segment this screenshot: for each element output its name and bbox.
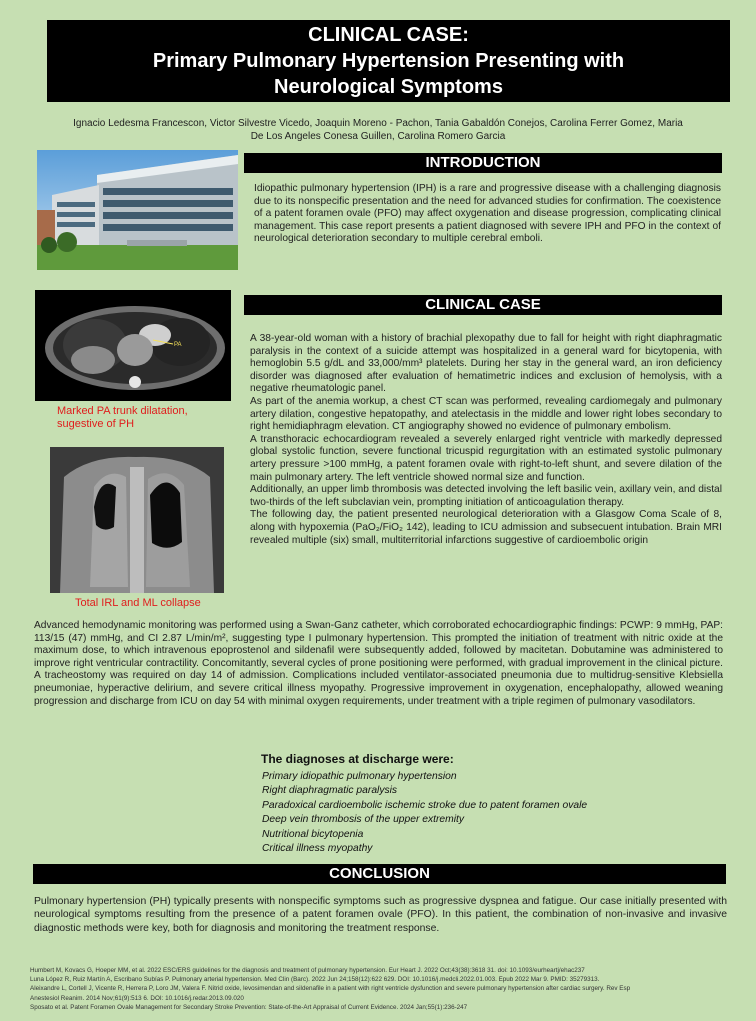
reference-item: Sposato et al. Patent Foramen Ovale Management for Secondary Stroke Prevention: State-of-the-Art Appraisal of Current Evidence. 2024 Jan;55(1):236-247 — [30, 1003, 468, 1011]
title-line-3: Neurological Symptoms — [274, 76, 503, 98]
introduction-heading: INTRODUCTION — [244, 153, 722, 173]
coronal-ct-image — [50, 447, 224, 593]
clinical-paragraph-4: Additionally, an upper limb thrombosis was detected involving the left basilic vein, axillary vein, and distal two-thirds of the left subclavian vein, prompting initiation of anticoagulation therapy. — [250, 484, 722, 508]
reference-item: Aleixandre L, Cortell J, Vicente R, Herrera P, Loro JM, Valera F. Nitrid oxide, levosimendan and sildenafile in a patient with right ventricle dysfunction and severe pulmonary hypertension after cardiac surgery. Rev Esp — [30, 985, 631, 993]
chest-ct-image — [35, 290, 231, 401]
title-line-1: CLINICAL CASE: — [308, 24, 469, 46]
reference-item: Humbert M, Kovacs G, Hoeper MM, et al. 2022 ESC/ERS guidelines for the diagnosis and treatment of pulmonary hypertension. Eur Heart J. 2022 Oct;43(38):3618 31. doi: 10.1093/eurheartj/ehac237 — [30, 967, 585, 974]
poster-title — [47, 20, 730, 102]
diagnosis-item: Nutritional bicytopenia — [262, 828, 364, 840]
title-line-2: Primary Pulmonary Hypertension Presenting with — [152, 50, 625, 72]
clinical-paragraph-2: As part of the anemia workup, a chest CT scan was performed, revealing cardiomegaly and pulmonary artery dilation, congestive hepatopathy, and atelectasis in the middle and lower right lobes secondary to right hemidiaphragm elevation. CT angiography showed no evidence of pulmonary embolism. — [250, 395, 722, 433]
authors — [30, 117, 726, 143]
hospital-building-photo — [37, 150, 238, 270]
clinical-paragraph-3: A transthoracic echocardiogram revealed a severely enlarged right ventricle with markedly depressed global systolic function, severe functional tricuspid regurgitation with an estimated systolic pulmonary artery pressure >100 mmHg, a patent foramen ovale with right-to-left shunt, and severe dilation of the main pulmonary artery. The left ventricle showed normal size and function. — [250, 433, 722, 483]
reference-item: Luna López R, Ruiz Martín A, Escribano Subías P. Pulmonary arterial hypertension. Med Clin (Barc). 2022 Jun 24;158(12):622 629. DOI: 10.1016/j.medcli.2022.01.003. Epub 2022 Mar 9. PMID: 35279313. — [30, 976, 600, 984]
diagnosis-item: Deep vein thrombosis of the upper extremity — [262, 814, 465, 826]
diagnoses-list — [262, 770, 587, 856]
conclusion-text: Pulmonary hypertension (PH) typically presents with nonspecific symptoms such as progressive dyspnea and fatigue. Our case initially presented with neurological symptoms resulting from the presence of a patent foramen ovale (PFO). In this patient, the combination of non-invasive and invasive diagnostic methods were key, both for diagnosis and monitoring the treatment response. — [34, 896, 727, 934]
diagnosis-item: Paradoxical cardioembolic ischemic stroke due to patent foramen ovale — [262, 799, 588, 811]
ct-caption: Marked PA trunk dilatation, sugestive of PH — [57, 405, 188, 430]
introduction-text: Idiopathic pulmonary hypertension (IPH) is a rare and progressive disease with a challenging diagnosis due to its nonspecific presentation and the need for advanced studies for confirmation. The coexistence of a patent foramen ovale (PFO) may affect oxygenation and disease progression, complicating clinical management. This case report presents a patient diagnosed with severe IPH and PFO in the context of neurological deterioration secondary to multiple cerebral emboli. — [254, 183, 721, 245]
clinical-case-heading: CLINICAL CASE — [244, 295, 722, 315]
authors-line-1: Ignacio Ledesma Francescon, Victor Silvestre Vicedo, Joaquin Moreno - Pachon, Tania Gabaldón Conejos, Carolina Ferrer Gomez, Maria — [73, 118, 683, 129]
clinical-case-text — [250, 333, 722, 547]
diagnoses-heading: The diagnoses at discharge were: — [261, 752, 454, 766]
diagnosis-item: Right diaphragmatic paralysis — [262, 785, 398, 797]
conclusion-heading: CONCLUSION — [33, 864, 726, 884]
xray-caption: Total IRL and ML collapse — [75, 597, 201, 609]
clinical-paragraph-1: A 38-year-old woman with a history of brachial plexopathy due to fall for height with right diaphragmatic paralysis in the context of a suicide attempt was hospitalized in a general ward for bicytopenia, with hemoglobin 5.5 g/dL and 33,000/mm³ platelets. During her stay in the general ward, an iron deficiency disorder was diagnosed after evaluation of hematimetric indices and exclusion of hemolysis, with a negative rheumatologic panel. — [250, 333, 722, 395]
diagnosis-item: Primary idiopathic pulmonary hypertension — [262, 771, 457, 782]
clinical-case-continuation: Advanced hemodynamic monitoring was performed using a Swan-Ganz catheter, which corroborated echocardiographic findings: PCWP: 9 mmHg, PAP: 113/15 (47) mmHg, and CI 2.87 L/min/m², suggesting type I pulmonary hypertension. This prompted the initiation of treatment with nitric oxide at the maximum dose, to which intravenous epoprostenol and sildenafil were subsequently added, followed by macitetan. Dobutamine was administered to improve right ventricular contractility. Concomitantly, several cycles of prone positioning were performed, with gradual improvement in the clinical picture. A tracheostomy was required on day 14 of admission. Complications included ventilator-associated pneumonia due to multidrug-sensitive Klebsiella pneumoniae, hyperactive delirium, and severe critical illness myopathy. Progressive improvement in oxygenation, encephalopathy, allowed weaning progression and discharge from ICU on day 54 with minimal oxygen requirements, under treatment with a triple regimen of pulmonary vasodilators. — [34, 620, 723, 707]
clinical-paragraph-5: The following day, the patient presented neurological deterioration with a Glasgow Coma Scale of 8, along with hypoxemia (PaO₂/FiO₂ 142), leading to ICU admission and subsecuent intubation. Brain MRI revealed multiple (six) small, multiterritorial infarctions suggestive of cardioembolic origin — [250, 509, 722, 546]
authors-line-2: De Los Angeles Conesa Guillen, Carolina Romero Garcia — [250, 131, 506, 142]
references-list — [30, 966, 736, 1012]
diagnosis-item: Critical illness myopathy — [262, 843, 373, 855]
ct-annotation-label: PA — [174, 342, 182, 348]
reference-item: Anestesiol Reanim. 2014 Nov;61(9):513 6. DOI: 10.1016/j.redar.2013.09.020 — [30, 994, 244, 1002]
